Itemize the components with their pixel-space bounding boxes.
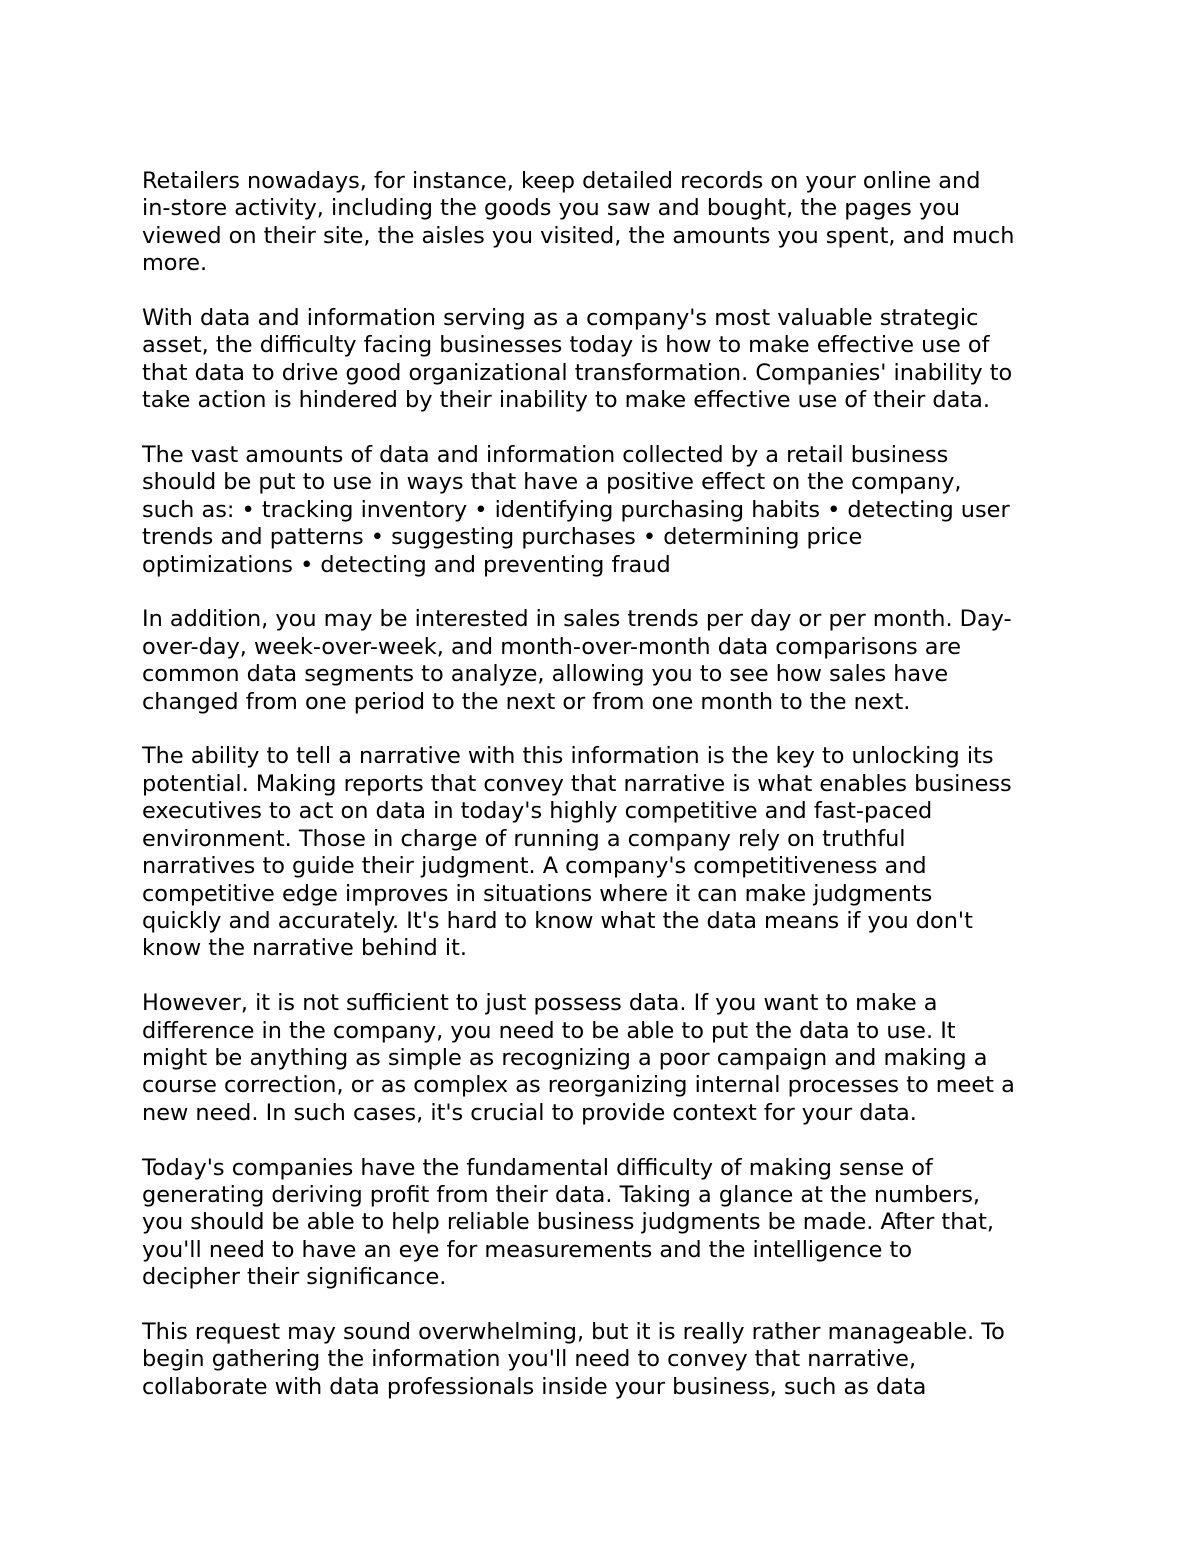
paragraph-sales-trends: In addition, you may be interested in sales trends per day or per month. Day- over-day, week-over-week, and month-over-month data comparisons are common data segments to analyze, allowing you to see how sales have changed from one period to the next or from one month to the next. bbox=[142, 606, 1012, 715]
paragraph-put-data-to-use: However, it is not sufficient to just possess data. If you want to make a difference in the company, you need to be able to put the data to use. It might be anything as simple as recognizing a poor campaign and making a course correction, or as complex as reorganizing internal processes to meet a new need. In such cases, it's crucial to provide context for your data. bbox=[142, 990, 1015, 1126]
paragraph-strategic-asset: With data and information serving as a company's most valuable strategic asset, the difficulty facing businesses today is how to make effective use of that data to drive good organizational transformation. Companies' inability to take action is hindered by their inability to make effective use of their data. bbox=[142, 305, 1013, 414]
paragraph-manageable-request: This request may sound overwhelming, but it is really rather manageable. To begin gathering the information you'll need to convey that narrative, collaborate with data professionals inside your business, such as data bbox=[142, 1318, 1005, 1400]
document-body bbox=[142, 168, 1072, 1429]
paragraph-fundamental-difficulty: Today's companies have the fundamental difficulty of making sense of generating deriving profit from their data. Taking a glance at the numbers, you should be able to help reliable business judgments be made. After that, you'll need to have an eye for measurements and the intelligence to decipher their significance. bbox=[142, 1154, 995, 1291]
paragraph-retail-records: Retailers nowadays, for instance, keep detailed records on your online and in-store activity, including the goods you saw and bought, the pages you viewed on their site, the aisles you visited, the amounts you spent, and much more. bbox=[142, 168, 1015, 277]
paragraph-narrative: The ability to tell a narrative with this information is the key to unlocking its potential. Making reports that convey that narrative is what enables business executives to act on data in today's highly competitive and fast-paced environment. Those in charge of running a company rely on truthful narratives to guide their judgment. A company's competitiveness and competitive edge improves in situations where it can make judgments quickly and accurately. It's hard to know what the data means if you don't know the narrative behind it. bbox=[142, 743, 1012, 962]
paragraph-retail-uses: The vast amounts of data and information collected by a retail business should be put to use in ways that have a positive effect on the company, such as: • tracking inventory • identifying purchasing habits • detecting user trends and patterns • suggesting purchases • determining price optimizations • detecting and preventing fraud bbox=[142, 442, 1010, 578]
